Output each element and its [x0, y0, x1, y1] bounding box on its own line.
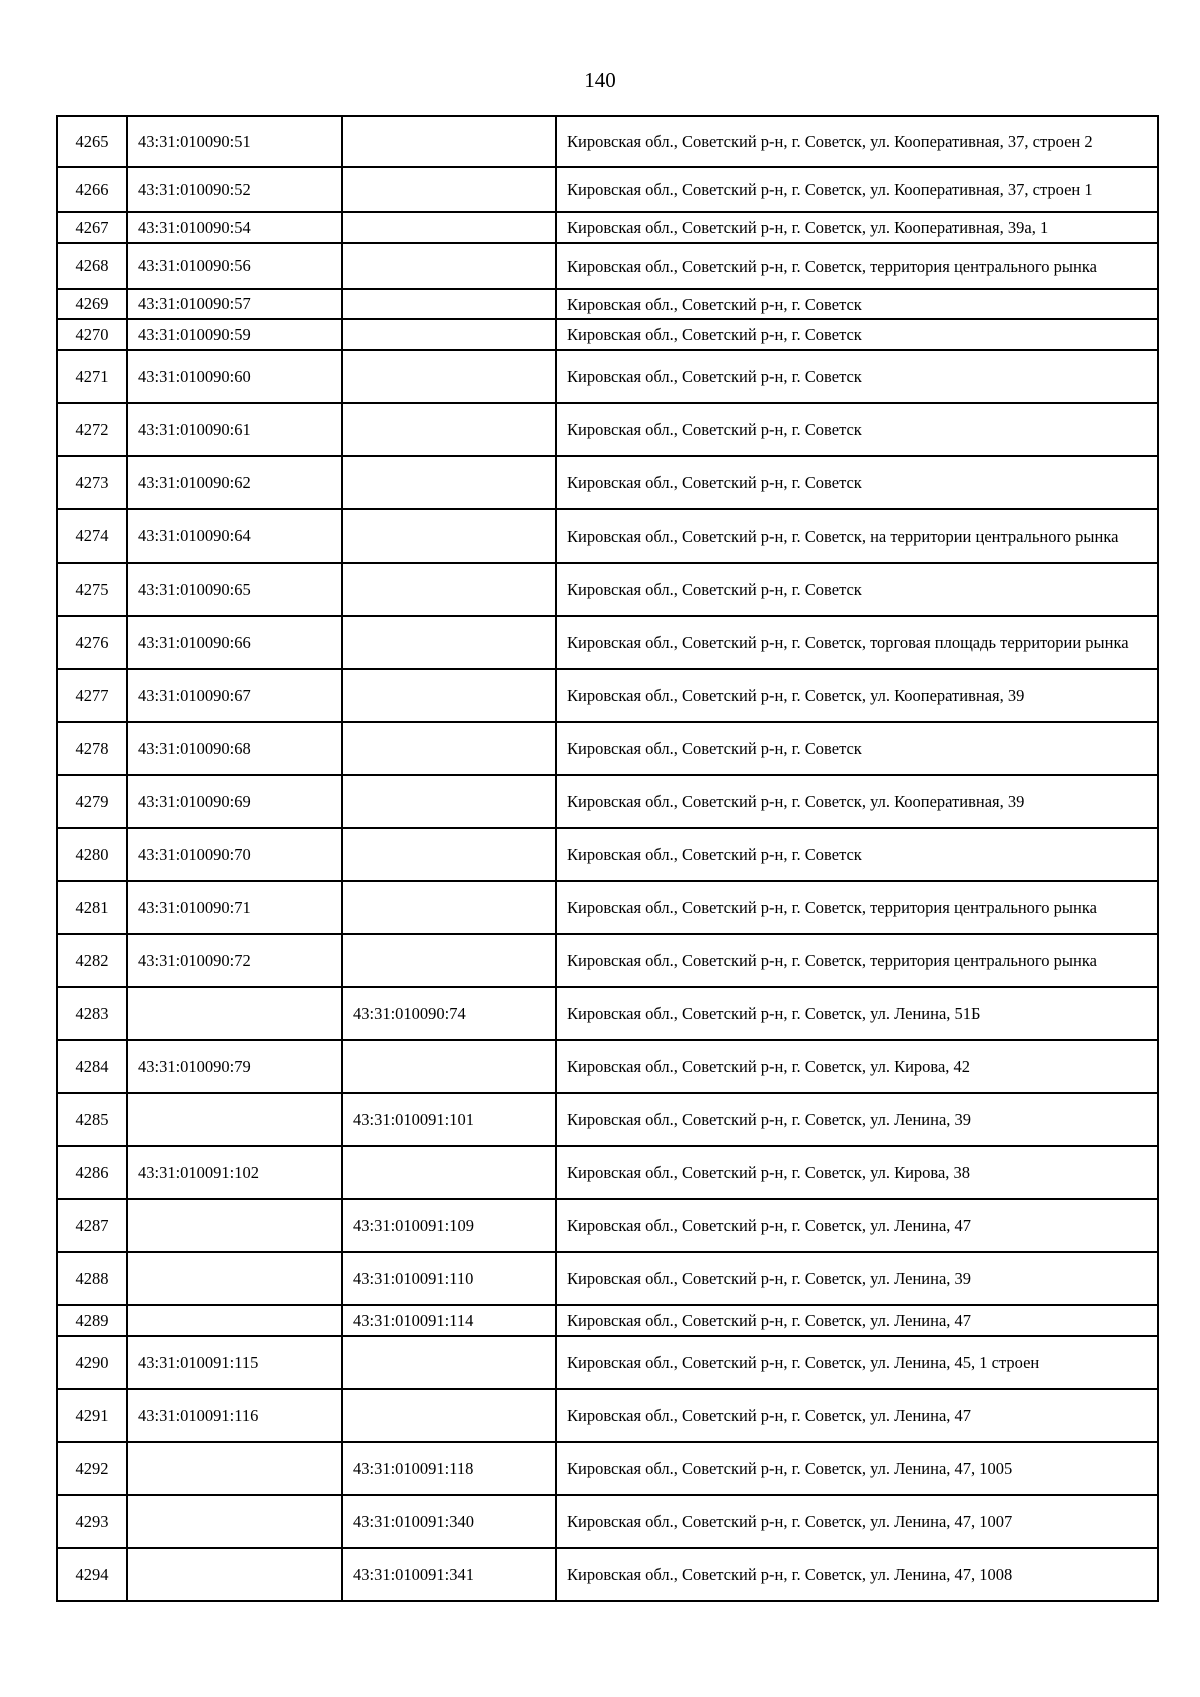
- cadastral-number-cell: [127, 1093, 342, 1146]
- cadastral-number-cell: 43:31:010090:54: [127, 212, 342, 243]
- cadastral-number-alt-cell: [342, 563, 556, 616]
- cadastral-number-alt-cell: [342, 319, 556, 350]
- address-cell: Кировская обл., Советский р-н, г. Советск: [556, 456, 1158, 509]
- cadastral-number-alt-cell: [342, 509, 556, 563]
- table-row: [57, 1252, 1158, 1305]
- address-cell: Кировская обл., Советский р-н, г. Советск: [556, 563, 1158, 616]
- cadastral-number-alt-cell: [342, 116, 556, 167]
- cadastral-number-alt-cell: [342, 350, 556, 403]
- table-row: [57, 1040, 1158, 1093]
- cadastral-number-cell: 43:31:010090:69: [127, 775, 342, 828]
- address-cell: Кировская обл., Советский р-н, г. Советск, ул. Ленина, 51Б: [556, 987, 1158, 1040]
- registry-table-body: [57, 116, 1158, 1601]
- row-number-cell: 4279: [57, 775, 127, 828]
- table-row: [57, 1199, 1158, 1252]
- table-row: [57, 289, 1158, 319]
- table-row: [57, 1305, 1158, 1336]
- address-cell: Кировская обл., Советский р-н, г. Советск, территория центрального рынка: [556, 243, 1158, 289]
- cadastral-number-alt-cell: 43:31:010091:118: [342, 1442, 556, 1495]
- address-cell: Кировская обл., Советский р-н, г. Советск: [556, 289, 1158, 319]
- row-number-cell: 4266: [57, 167, 127, 212]
- table-row: [57, 509, 1158, 563]
- cadastral-number-alt-cell: 43:31:010091:114: [342, 1305, 556, 1336]
- row-number-cell: 4267: [57, 212, 127, 243]
- address-cell: Кировская обл., Советский р-н, г. Советск: [556, 403, 1158, 456]
- table-row: [57, 167, 1158, 212]
- cadastral-number-cell: [127, 1495, 342, 1548]
- table-row: [57, 669, 1158, 722]
- cadastral-number-alt-cell: [342, 881, 556, 934]
- cadastral-number-cell: [127, 1199, 342, 1252]
- cadastral-number-alt-cell: [342, 616, 556, 669]
- cadastral-number-cell: 43:31:010090:61: [127, 403, 342, 456]
- table-row: [57, 212, 1158, 243]
- row-number-cell: 4294: [57, 1548, 127, 1601]
- cadastral-number-cell: [127, 1548, 342, 1601]
- table-row: [57, 722, 1158, 775]
- cadastral-number-alt-cell: [342, 828, 556, 881]
- table-row: [57, 563, 1158, 616]
- address-cell: Кировская обл., Советский р-н, г. Советск, ул. Кооперативная, 39а, 1: [556, 212, 1158, 243]
- cadastral-number-alt-cell: [342, 1336, 556, 1389]
- cadastral-number-cell: 43:31:010090:59: [127, 319, 342, 350]
- table-row: [57, 1146, 1158, 1199]
- cadastral-number-cell: 43:31:010090:71: [127, 881, 342, 934]
- address-cell: Кировская обл., Советский р-н, г. Советск, ул. Кирова, 38: [556, 1146, 1158, 1199]
- address-cell: Кировская обл., Советский р-н, г. Советск, ул. Кооперативная, 37, строен 1: [556, 167, 1158, 212]
- cadastral-number-alt-cell: 43:31:010091:341: [342, 1548, 556, 1601]
- cadastral-number-alt-cell: 43:31:010090:74: [342, 987, 556, 1040]
- cadastral-number-alt-cell: [342, 775, 556, 828]
- address-cell: Кировская обл., Советский р-н, г. Советск: [556, 828, 1158, 881]
- address-cell: Кировская обл., Советский р-н, г. Советск, ул. Ленина, 47: [556, 1305, 1158, 1336]
- cadastral-number-cell: 43:31:010090:52: [127, 167, 342, 212]
- cadastral-number-alt-cell: [342, 243, 556, 289]
- address-cell: Кировская обл., Советский р-н, г. Советск, территория центрального рынка: [556, 934, 1158, 987]
- row-number-cell: 4282: [57, 934, 127, 987]
- row-number-cell: 4275: [57, 563, 127, 616]
- address-cell: Кировская обл., Советский р-н, г. Советск, ул. Ленина, 47, 1005: [556, 1442, 1158, 1495]
- row-number-cell: 4289: [57, 1305, 127, 1336]
- cadastral-number-alt-cell: [342, 934, 556, 987]
- cadastral-number-cell: [127, 987, 342, 1040]
- row-number-cell: 4281: [57, 881, 127, 934]
- row-number-cell: 4265: [57, 116, 127, 167]
- row-number-cell: 4290: [57, 1336, 127, 1389]
- address-cell: Кировская обл., Советский р-н, г. Советск, ул. Ленина, 39: [556, 1252, 1158, 1305]
- cadastral-number-cell: 43:31:010090:66: [127, 616, 342, 669]
- row-number-cell: 4284: [57, 1040, 127, 1093]
- row-number-cell: 4292: [57, 1442, 127, 1495]
- table-row: [57, 1442, 1158, 1495]
- address-cell: Кировская обл., Советский р-н, г. Советск: [556, 319, 1158, 350]
- cadastral-number-cell: 43:31:010090:62: [127, 456, 342, 509]
- address-cell: Кировская обл., Советский р-н, г. Советск, ул. Ленина, 47, 1008: [556, 1548, 1158, 1601]
- cadastral-number-cell: 43:31:010090:57: [127, 289, 342, 319]
- table-row: [57, 987, 1158, 1040]
- cadastral-number-cell: 43:31:010091:102: [127, 1146, 342, 1199]
- address-cell: Кировская обл., Советский р-н, г. Советск, ул. Ленина, 47: [556, 1199, 1158, 1252]
- cadastral-number-cell: 43:31:010091:115: [127, 1336, 342, 1389]
- cadastral-number-cell: 43:31:010090:68: [127, 722, 342, 775]
- row-number-cell: 4278: [57, 722, 127, 775]
- row-number-cell: 4276: [57, 616, 127, 669]
- address-cell: Кировская обл., Советский р-н, г. Советск, ул. Ленина, 45, 1 строен: [556, 1336, 1158, 1389]
- row-number-cell: 4274: [57, 509, 127, 563]
- address-cell: Кировская обл., Советский р-н, г. Советск: [556, 722, 1158, 775]
- row-number-cell: 4268: [57, 243, 127, 289]
- cadastral-number-cell: 43:31:010090:56: [127, 243, 342, 289]
- cadastral-number-alt-cell: [342, 403, 556, 456]
- cadastral-number-alt-cell: [342, 722, 556, 775]
- cadastral-number-cell: 43:31:010090:60: [127, 350, 342, 403]
- row-number-cell: 4269: [57, 289, 127, 319]
- address-cell: Кировская обл., Советский р-н, г. Советск, ул. Ленина, 39: [556, 1093, 1158, 1146]
- address-cell: Кировская обл., Советский р-н, г. Советск, территория центрального рынка: [556, 881, 1158, 934]
- row-number-cell: 4287: [57, 1199, 127, 1252]
- cadastral-number-cell: [127, 1252, 342, 1305]
- cadastral-number-alt-cell: 43:31:010091:340: [342, 1495, 556, 1548]
- cadastral-number-cell: [127, 1442, 342, 1495]
- cadastral-number-cell: 43:31:010090:64: [127, 509, 342, 563]
- row-number-cell: 4280: [57, 828, 127, 881]
- address-cell: Кировская обл., Советский р-н, г. Советск, ул. Кооперативная, 39: [556, 775, 1158, 828]
- row-number-cell: 4285: [57, 1093, 127, 1146]
- table-row: [57, 350, 1158, 403]
- cadastral-number-alt-cell: [342, 1389, 556, 1442]
- cadastral-number-cell: [127, 1305, 342, 1336]
- table-row: [57, 1389, 1158, 1442]
- cadastral-number-alt-cell: 43:31:010091:110: [342, 1252, 556, 1305]
- table-row: [57, 243, 1158, 289]
- address-cell: Кировская обл., Советский р-н, г. Советск, ул. Кооперативная, 39: [556, 669, 1158, 722]
- row-number-cell: 4288: [57, 1252, 127, 1305]
- row-number-cell: 4286: [57, 1146, 127, 1199]
- cadastral-number-alt-cell: [342, 212, 556, 243]
- cadastral-number-alt-cell: [342, 1146, 556, 1199]
- address-cell: Кировская обл., Советский р-н, г. Советск, ул. Ленина, 47: [556, 1389, 1158, 1442]
- address-cell: Кировская обл., Советский р-н, г. Советск, на территории центрального рынка: [556, 509, 1158, 563]
- cadastral-number-alt-cell: [342, 1040, 556, 1093]
- cadastral-number-cell: 43:31:010090:65: [127, 563, 342, 616]
- row-number-cell: 4291: [57, 1389, 127, 1442]
- cadastral-number-cell: 43:31:010090:67: [127, 669, 342, 722]
- registry-table: [56, 115, 1159, 1602]
- cadastral-number-cell: 43:31:010091:116: [127, 1389, 342, 1442]
- address-cell: Кировская обл., Советский р-н, г. Советск, ул. Ленина, 47, 1007: [556, 1495, 1158, 1548]
- cadastral-number-cell: 43:31:010090:70: [127, 828, 342, 881]
- table-row: [57, 1093, 1158, 1146]
- table-row: [57, 1336, 1158, 1389]
- cadastral-number-alt-cell: [342, 167, 556, 212]
- table-row: [57, 934, 1158, 987]
- cadastral-number-alt-cell: [342, 289, 556, 319]
- row-number-cell: 4277: [57, 669, 127, 722]
- row-number-cell: 4272: [57, 403, 127, 456]
- cadastral-number-cell: 43:31:010090:51: [127, 116, 342, 167]
- table-row: [57, 616, 1158, 669]
- row-number-cell: 4271: [57, 350, 127, 403]
- address-cell: Кировская обл., Советский р-н, г. Советск: [556, 350, 1158, 403]
- cadastral-number-alt-cell: 43:31:010091:109: [342, 1199, 556, 1252]
- cadastral-number-cell: 43:31:010090:72: [127, 934, 342, 987]
- table-row: [57, 828, 1158, 881]
- cadastral-number-cell: 43:31:010090:79: [127, 1040, 342, 1093]
- cadastral-number-alt-cell: 43:31:010091:101: [342, 1093, 556, 1146]
- table-row: [57, 403, 1158, 456]
- table-row: [57, 881, 1158, 934]
- table-row: [57, 456, 1158, 509]
- table-row: [57, 319, 1158, 350]
- table-row: [57, 116, 1158, 167]
- row-number-cell: 4293: [57, 1495, 127, 1548]
- table-row: [57, 1495, 1158, 1548]
- address-cell: Кировская обл., Советский р-н, г. Советск, торговая площадь территории рынка: [556, 616, 1158, 669]
- cadastral-number-alt-cell: [342, 456, 556, 509]
- table-row: [57, 1548, 1158, 1601]
- row-number-cell: 4270: [57, 319, 127, 350]
- row-number-cell: 4273: [57, 456, 127, 509]
- table-row: [57, 775, 1158, 828]
- row-number-cell: 4283: [57, 987, 127, 1040]
- page-number: 140: [584, 68, 616, 92]
- cadastral-number-alt-cell: [342, 669, 556, 722]
- address-cell: Кировская обл., Советский р-н, г. Советск, ул. Кирова, 42: [556, 1040, 1158, 1093]
- address-cell: Кировская обл., Советский р-н, г. Советск, ул. Кооперативная, 37, строен 2: [556, 116, 1158, 167]
